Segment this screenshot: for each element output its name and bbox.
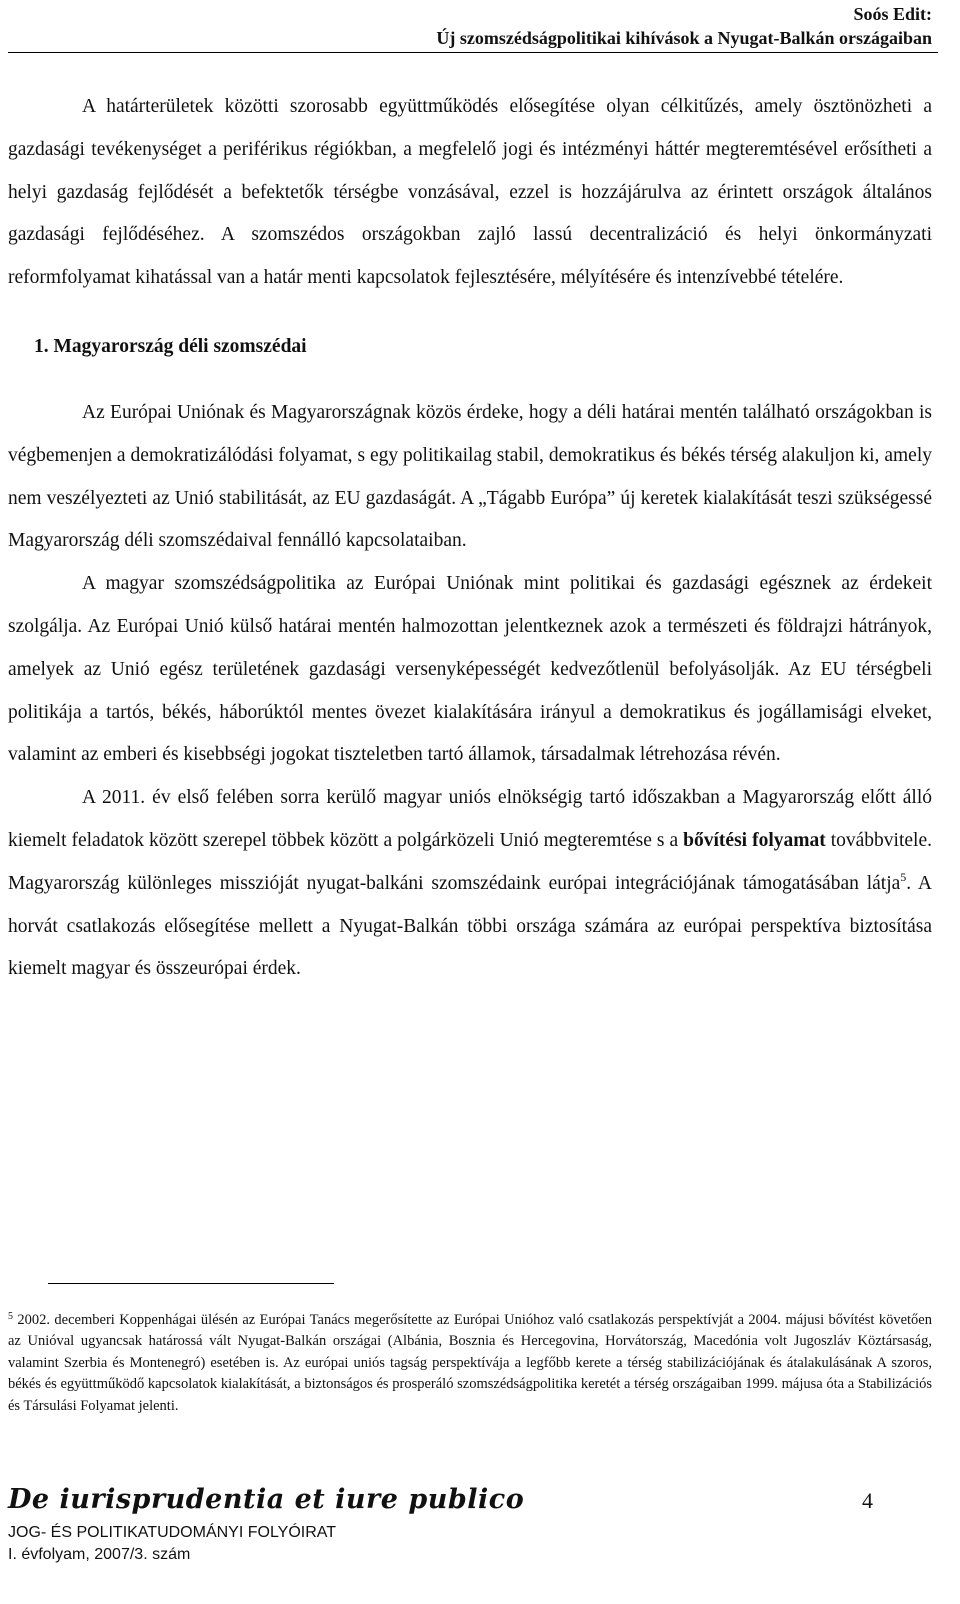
enlargement-emphasis: bővítési folyamat [683,829,826,851]
footnote-divider [48,1283,334,1284]
journal-title: De iurisprudentia et iure publico [8,1484,525,1515]
paragraph-presidency [8,777,932,991]
header-author: Soós Edit: [853,4,932,24]
presidency-text-1: A 2011. év első felében sorra kerülő magyar uniós elnökségig tartó időszakban a Magyarország előtt álló kiemelt feladatok között szerepel többek között a polgárközeli Unió megteremtése s a [8,787,932,851]
footnote-text: 2002. decemberi Koppenhágai ülésén az Európai Tanács megerősítette az Európai Unióhoz való csatlakozás perspektívját a 2004. májusi bővítést követően az Unióval ugyancsak határossá vált Nyugat-Balkán országai (Albánia, Bosznia és Hercegovina, Horvátország, Macedónia volt Jugoszláv Köztársaság, valamint Szerbia és Montenegró) esetében is. Az európai uniós tagság perspektívája a legfőbb kerete a térség stabilizációjának és átalakulásának A szoros, békés és együttműködő kapcsolatok kialakítását, a biztonságos és prosperáló szomszédságpolitika keretét a térség országaiban 1999. májusa óta a Stabilizációs és Társulási Folyamat jelenti. [8,1312,932,1414]
paragraph-cross-border: A határterületek közötti szorosabb együttműködés elősegítése olyan célkitűzés, amely ösztönözheti a gazdasági tevékenységet a periférikus régiókban, a megfelelő jogi és intézményi háttér megteremtésével erősítheti a helyi gazdaság fejlődését a befektetők térségbe vonzásával, ezzel is hozzájárulva az érintett országok általános gazdasági fejlődéséhez. A szomszédos országokban zajló lassú decentralizáció és helyi önkormányzati reformfolyamat kihatással van a határ menti kapcsolatok fejlesztésére, mélyítésére és intenzívebbé tételére. [8,96,932,289]
presidency-text-2: továbbvitele. Magyarország különleges misszióját nyugat-balkáni szomszédaink európai integrációjának támogatásában látja [8,829,932,894]
footnote-number: 5 [8,1311,13,1322]
journal-name: JOG- ÉS POLITIKATUDOMÁNYI FOLYÓIRAT [8,1524,337,1541]
running-header [436,2,932,50]
footnote [8,1306,932,1417]
page-number: 4 [862,1488,873,1513]
journal-volume: I. évfolyam, 2007/3. szám [8,1546,191,1563]
footnote-reference[interactable]: 5 [900,869,907,884]
section-heading: 1. Magyarország déli szomszédai [34,335,307,357]
header-title: Új szomszédságpolitikai kihívások a Nyugat-Balkán országaiban [436,28,932,48]
article-body [8,86,932,991]
paragraph-neighbourhood-policy: A magyar szomszédságpolitika az Európai Uniónak mint politikai és gazdasági egésznek az érdekeit szolgálja. Az Európai Unió külső határai mentén halmozottan jelentkeznek azok a természeti és földrajzi hátrányok, amelyek az Unió egész területének gazdasági versenyképességét kedvezőtlenül befolyásolják. Az EU térségbeli politikája a tartós, békés, háborúktól mentes övezet kialakítására irányul a demokratikus és jogállamisági elveket, valamint az emberi és kisebbségi jogokat tiszteletben tartó államok, társadalmak létrehozása révén. [8,573,932,766]
presidency-text-3: . A horvát csatlakozás elősegítése mellett a Nyugat-Balkán többi országa számára az európai perspektíva biztosítása kiemelt magyar és összeurópai érdek. [8,872,933,980]
paragraph-common-interest: Az Európai Uniónak és Magyarországnak közös érdeke, hogy a déli határai mentén található országokban is végbemenjen a demokratizálódási folyamat, s egy politikailag stabil, demokratikus és békés térség alakuljon ki, amely nem veszélyezteti az Unió stabilitását, az EU gazdaságát. A „Tágabb Európa” új keretek kialakítását teszi szükségessé Magyarország déli szomszédaival fennálló kapcsolataiban. [8,401,932,552]
header-divider [8,52,938,53]
